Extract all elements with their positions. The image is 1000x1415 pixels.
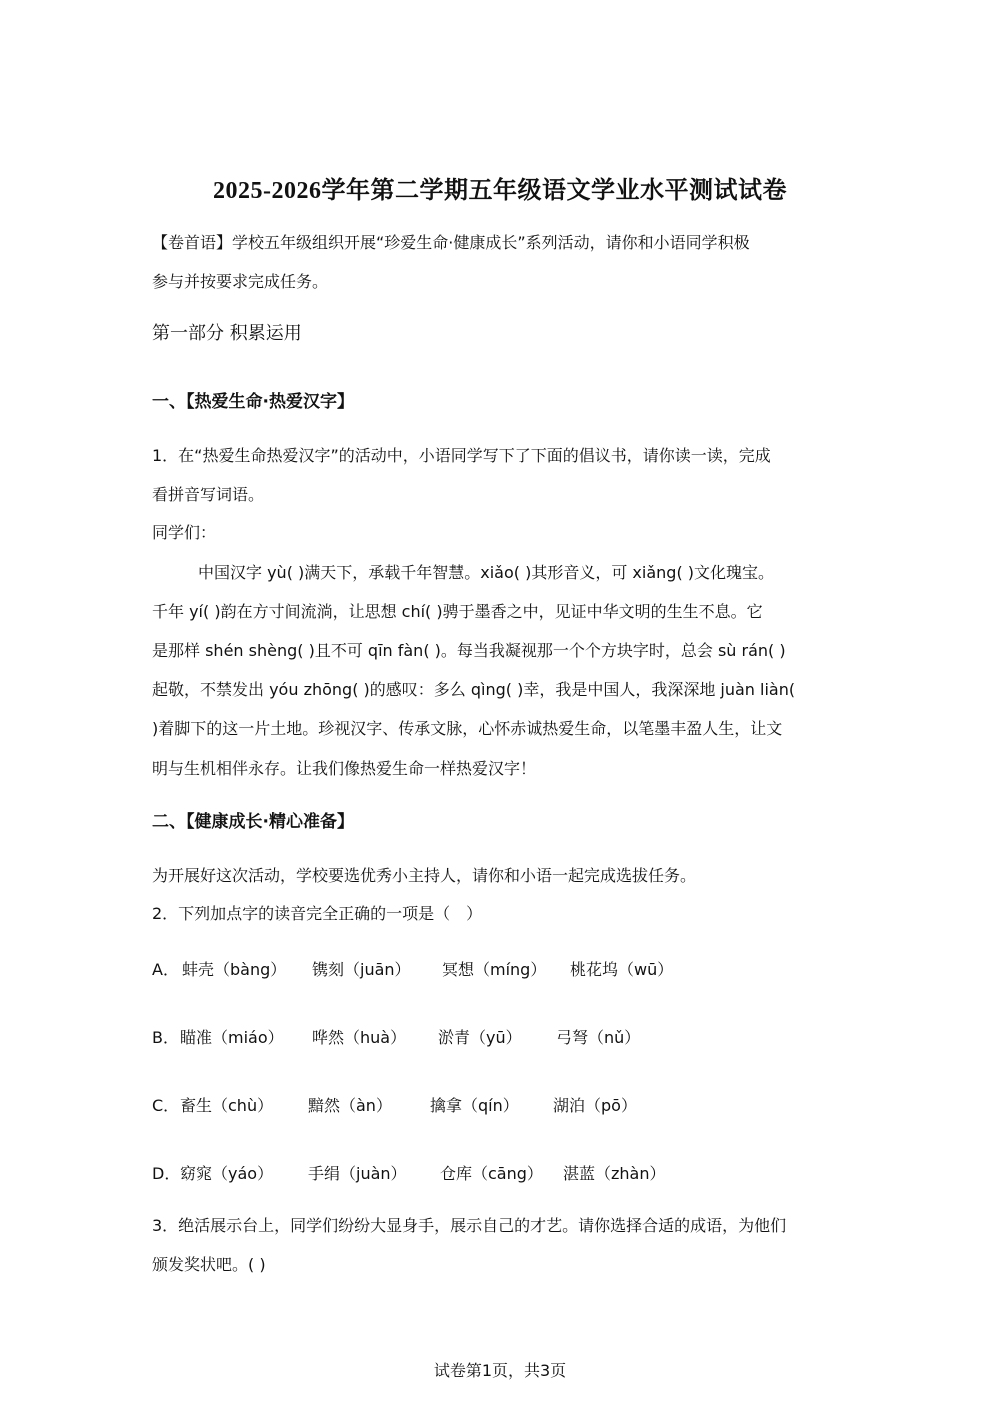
passage-line-2: 千年 yí( )韵在方寸间流淌，让思想 chí( )骋于墨香之中，见证中华文明的生生不息。它: [152, 602, 763, 621]
question-3-line-2: 颁发奖状吧。( ): [152, 1255, 266, 1274]
question-3-line-1: 3．绝活展示台上，同学们纷纷大显身手，展示自己的才艺。请你选择合适的成语，为他们: [152, 1216, 787, 1235]
option-b-item-2: 哗然（huà）: [312, 1028, 407, 1047]
option-b-item-1: 瞄准（miáo）: [180, 1028, 284, 1047]
option-a-label: A．: [152, 960, 179, 979]
option-b-item-4: 弓弩（nǔ）: [556, 1028, 641, 1047]
passage-line-1: 中国汉字 yù( )满天下，承载千年智慧。xiǎo( )其形音义，可 xiǎng( )文化瑰宝。: [198, 563, 775, 582]
question-2: 2．下列加点字的读音完全正确的一项是（ ）: [152, 904, 483, 923]
option-d-item-4: 湛蓝（zhàn）: [563, 1164, 666, 1183]
section-2-heading: 二、【健康成长·精心准备】: [152, 812, 354, 832]
passage-line-6: 明与生机相伴永存。让我们像热爱生命一样热爱汉字！: [152, 759, 537, 778]
option-b-label: B．: [152, 1028, 179, 1047]
option-d-item-1: 窈窕（yáo）: [180, 1164, 274, 1183]
option-a-item-4: 桃花坞（wū）: [570, 960, 674, 979]
section-2-intro: 为开展好这次活动，学校要选优秀小主持人，请你和小语一起完成选拔任务。: [152, 866, 697, 885]
question-1-line-2: 看拼音写词语。: [152, 485, 265, 504]
passage-line-3: 是那样 shén shèng( )且不可 qīn fàn( )。每当我凝视那一个个方块字时，总会 sù rán( ): [152, 641, 786, 660]
preface-line-1: 【卷首语】学校五年级组织开展“珍爱生命·健康成长”系列活动，请你和小语同学积极: [152, 233, 750, 252]
part-heading: 第一部分 积累运用: [152, 323, 302, 344]
option-c-item-3: 擒拿（qín）: [430, 1096, 519, 1115]
option-c-label: C．: [152, 1096, 180, 1115]
passage-line-5: )着脚下的这一片土地。珍视汉字、传承文脉，心怀赤诚热爱生命，以笔墨丰盈人生，让文: [152, 719, 783, 738]
page-footer: 试卷第1页，共3页: [433, 1361, 567, 1380]
option-c-item-1: 畜生（chù）: [180, 1096, 274, 1115]
option-a-item-1: 蚌壳（bàng）: [182, 960, 287, 979]
option-c-item-2: 黯然（àn）: [308, 1096, 392, 1115]
option-b-item-3: 淤青（yū）: [438, 1028, 522, 1047]
option-c-item-4: 湖泊（pō）: [553, 1096, 637, 1115]
exam-title: 2025-2026学年第二学期五年级语文学业水平测试试卷: [213, 178, 787, 204]
preface-line-2: 参与并按要求完成任务。: [152, 272, 329, 291]
salutation: 同学们：: [152, 523, 217, 542]
option-a-item-2: 镌刻（juān）: [312, 960, 411, 979]
option-a-item-3: 冥想（míng）: [442, 960, 547, 979]
option-d-label: D．: [152, 1164, 181, 1183]
option-d-item-3: 仓库（cāng）: [440, 1164, 543, 1183]
passage-line-4: 起敬，不禁发出 yóu zhōng( )的感叹：多么 qìng( )幸，我是中国人，我深深地 juàn liàn(: [152, 680, 796, 699]
section-1-heading: 一、【热爱生命·热爱汉字】: [152, 392, 354, 412]
option-d-item-2: 手绢（juàn）: [308, 1164, 407, 1183]
question-1-line-1: 1．在“热爱生命热爱汉字”的活动中，小语同学写下了下面的倡议书，请你读一读，完成: [152, 446, 771, 465]
